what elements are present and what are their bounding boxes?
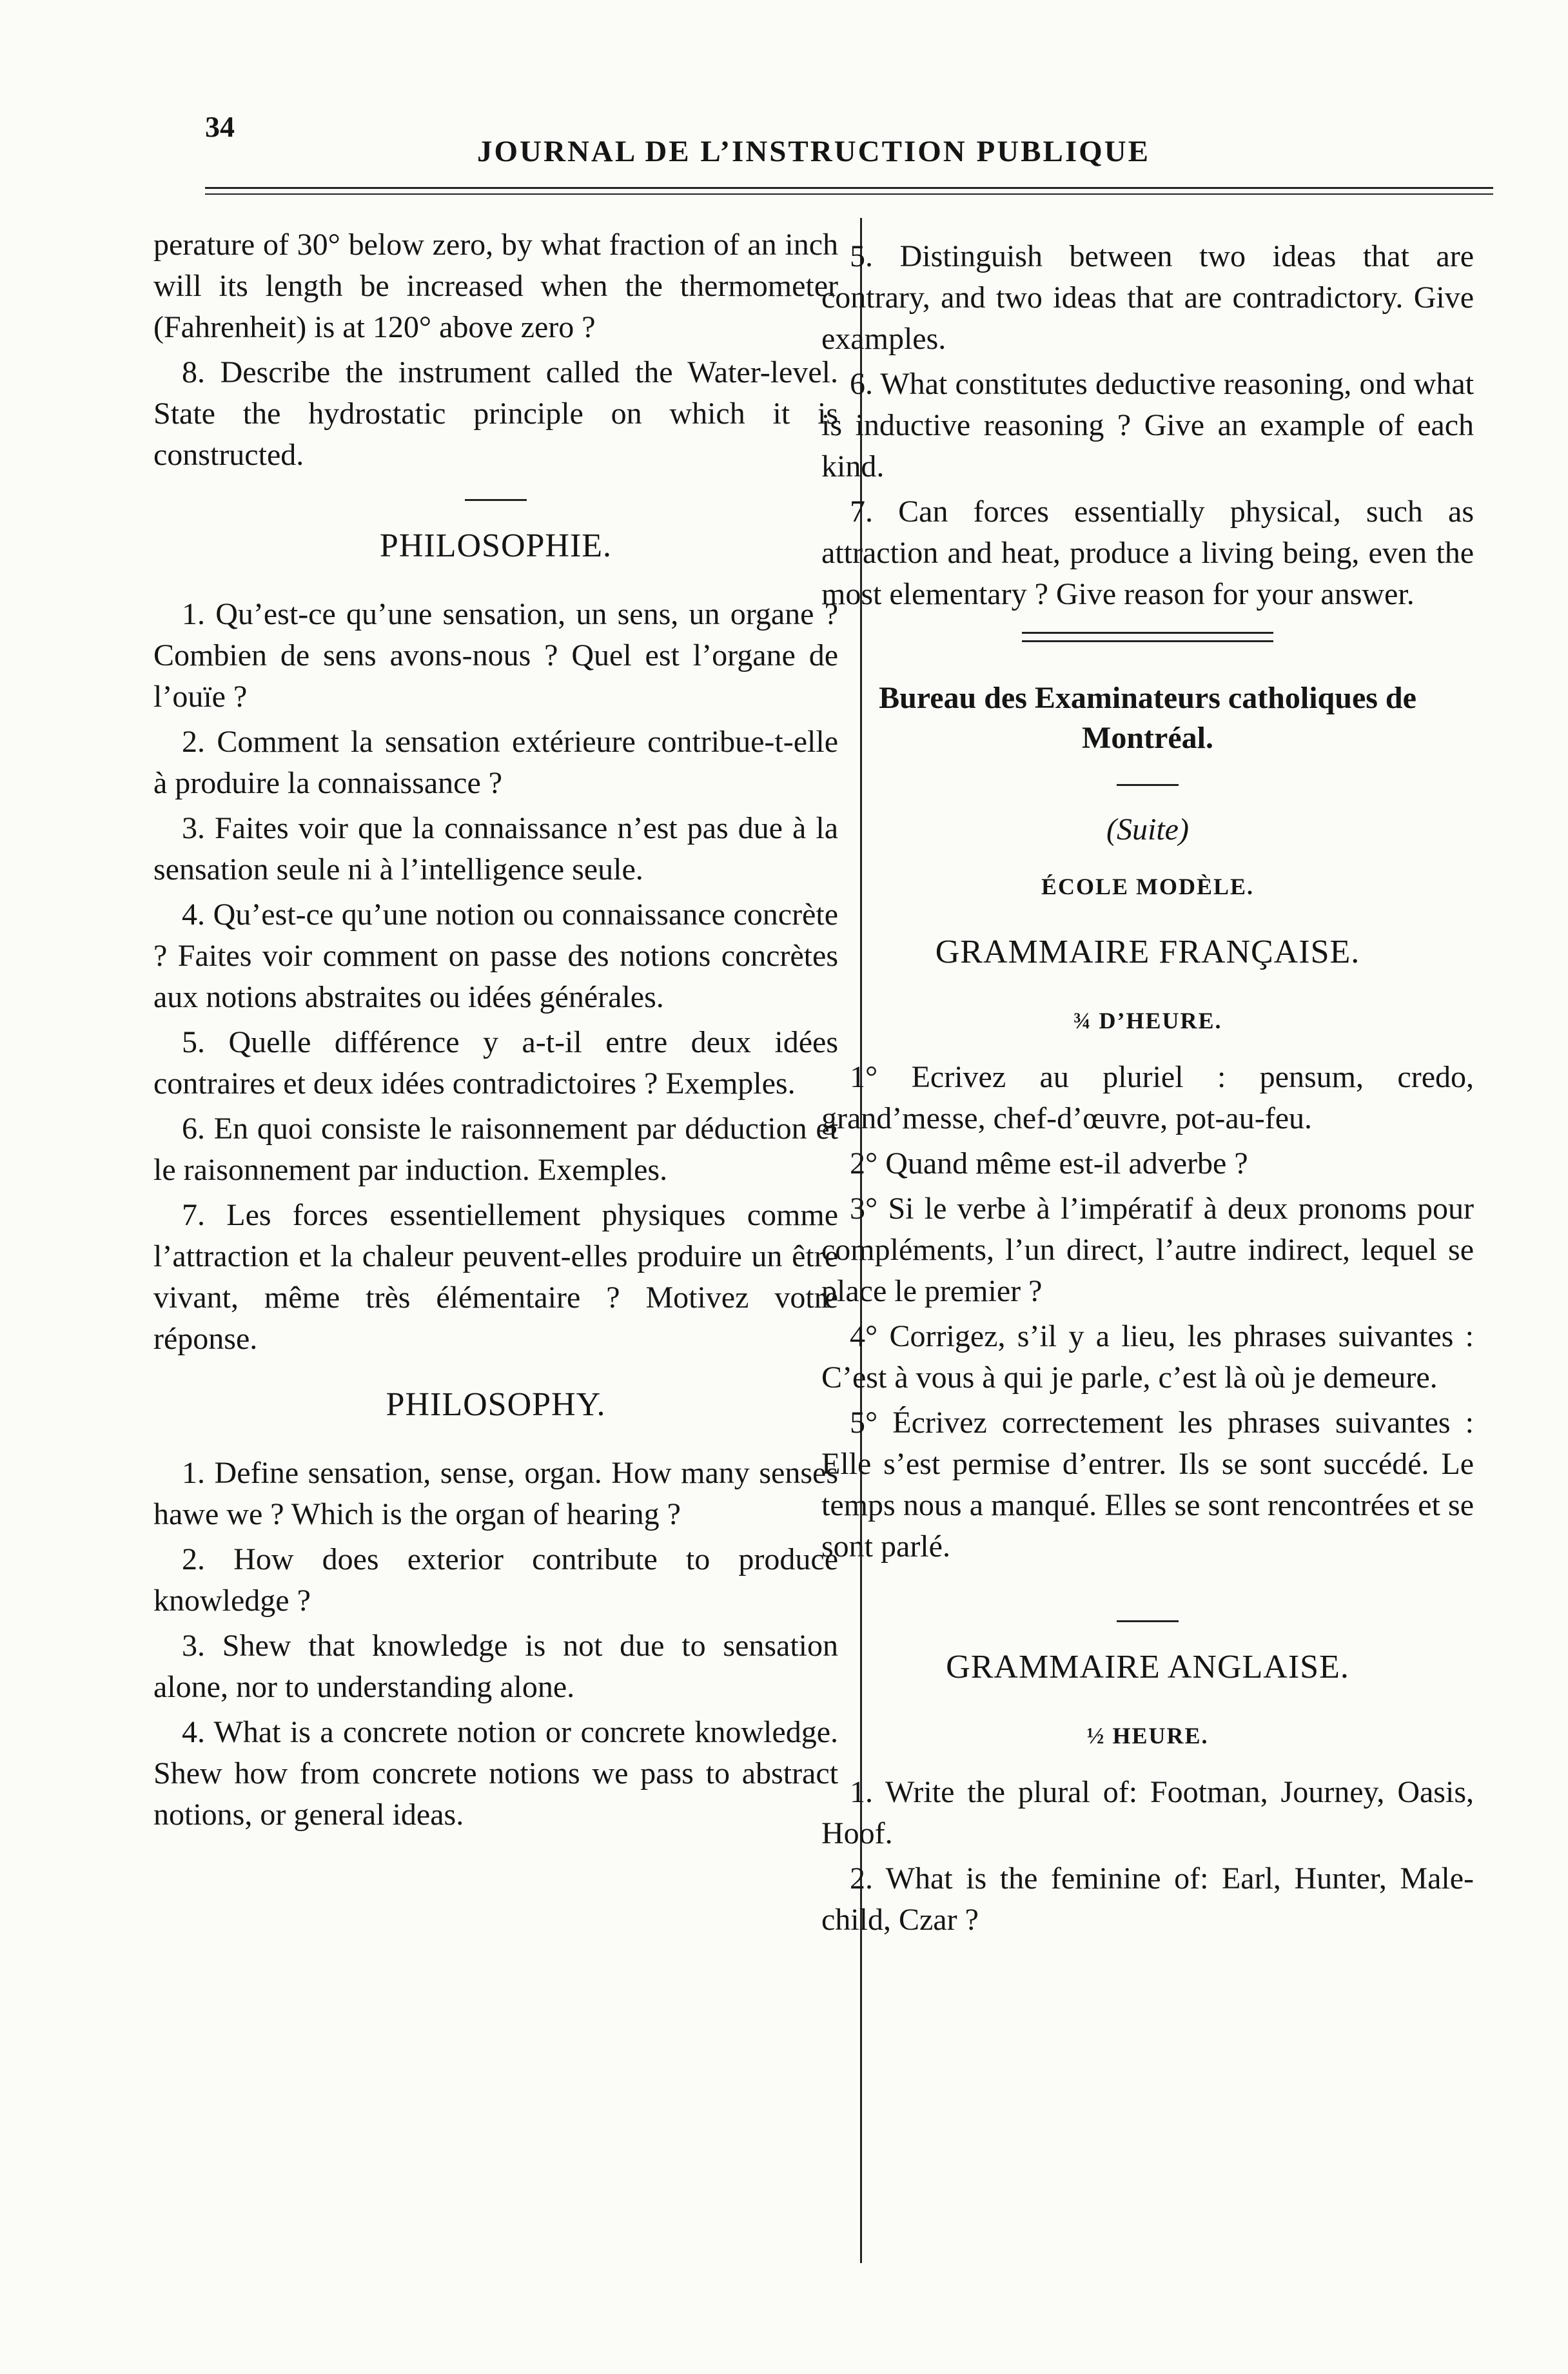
heading-grammaire-anglaise: GRAMMAIRE ANGLAISE. bbox=[946, 1649, 1349, 1685]
ecole-modele-label: ÉCOLE MODÈLE. bbox=[1041, 874, 1255, 899]
philosophy-question-3: 3. Shew that knowledge is not due to sensation alone, nor to understanding alone. bbox=[153, 1629, 838, 1704]
double-rule bbox=[1022, 632, 1273, 642]
heading-philosophie: PHILOSOPHIE. bbox=[379, 527, 612, 564]
grammaire-francaise-question-1: 1° Ecrivez au pluriel : pensum, credo, grand’messe, chef-d’œuvre, pot-au-feu. bbox=[821, 1060, 1474, 1135]
philosophy-question-7: 7. Can forces essentially physical, such as attraction and heat, produce a living being, even the most elementary ? Give reason for your answer. bbox=[821, 495, 1474, 611]
philosophie-question-3: 3. Faites voir que la connaissance n’est pas due à la sensation seule ni à l’intelligence seule. bbox=[153, 811, 838, 887]
philosophy-question-4: 4. What is a concrete notion or concrete knowledge. Shew how from concrete notions we pass to abstract notions, or general ideas. bbox=[153, 1715, 838, 1832]
physics-question-7-continued: perature of 30° below zero, by what fraction of an inch will its length be increased when the thermometer (Fahrenheit) is at 120° above zero ? bbox=[153, 228, 838, 344]
grammaire-francaise-question-5: 5° Écrivez correctement les phrases suivantes : Elle s’est permise d’entrer. Ils se sont succédé. Le temps nous a manqué. Elles se sont rencontrées et se sont parlé. bbox=[821, 1406, 1474, 1564]
left-column bbox=[153, 224, 838, 1839]
section-dash bbox=[465, 499, 527, 501]
bureau-heading: Bureau des Examinateurs catholiques de Montréal. bbox=[879, 681, 1416, 755]
philosophie-question-4: 4. Qu’est-ce qu’une notion ou connaissance concrète ? Faites voir comment on passe des notions concrètes aux notions abstraites ou idées générales. bbox=[153, 898, 838, 1014]
section-dash bbox=[1117, 1620, 1179, 1622]
philosophie-question-2: 2. Comment la sensation extérieure contribue-t-elle à produire la connaissance ? bbox=[153, 725, 838, 800]
heading-philosophy: PHILOSOPHY. bbox=[386, 1386, 606, 1423]
section-dash bbox=[1117, 784, 1179, 786]
grammaire-anglaise-question-1: 1. Write the plural of: Footman, Journey, Oasis, Hoof. bbox=[821, 1775, 1474, 1850]
grammaire-francaise-question-3: 3° Si le verbe à l’impératif à deux pronoms pour compléments, l’un direct, l’autre indirect, lequel se place le premier ? bbox=[821, 1192, 1474, 1308]
grammaire-anglaise-question-2: 2. What is the feminine of: Earl, Hunter, Male-child, Czar ? bbox=[821, 1861, 1474, 1937]
page-number: 34 bbox=[205, 110, 235, 143]
header-rule-thin bbox=[205, 193, 1493, 195]
grammaire-francaise-question-4: 4° Corrigez, s’il y a lieu, les phrases suivantes : C’est à vous à qui je parle, c’est là où je demeure. bbox=[821, 1319, 1474, 1395]
right-column bbox=[821, 236, 1474, 1945]
philosophie-question-7: 7. Les forces essentiellement physiques comme l’attraction et la chaleur peuvent-elles produire un être vivant, même très élémentaire ? Motivez votre réponse. bbox=[153, 1198, 838, 1356]
philosophy-question-2: 2. How does exterior contribute to produce knowledge ? bbox=[153, 1542, 838, 1618]
philosophy-question-6: 6. What constitutes deductive reasoning, ond what is inductive reasoning ? Give an example of each kind. bbox=[821, 367, 1474, 484]
grammaire-francaise-question-2: 2° Quand même est-il adverbe ? bbox=[850, 1146, 1248, 1181]
duration-francaise: ¾ D’HEURE. bbox=[1073, 1008, 1222, 1034]
duration-anglaise: ½ HEURE. bbox=[1086, 1723, 1209, 1749]
suite-label: (Suite) bbox=[1106, 812, 1189, 847]
physics-question-8: 8. Describe the instrument called the Water-level. State the hydrostatic principle on which it is constructed. bbox=[153, 355, 838, 472]
header-rule bbox=[205, 187, 1493, 189]
philosophy-question-1: 1. Define sensation, sense, organ. How many senses hawe we ? Which is the organ of hearing ? bbox=[153, 1456, 838, 1531]
philosophie-question-6: 6. En quoi consiste le raisonnement par déduction et le raisonnement par induction. Exemples. bbox=[153, 1112, 838, 1187]
philosophie-question-5: 5. Quelle différence y a-t-il entre deux idées contraires et deux idées contradictoires ? Exemples. bbox=[153, 1025, 838, 1101]
philosophie-question-1: 1. Qu’est-ce qu’une sensation, un sens, un organe ? Combien de sens avons-nous ? Quel est l’organe de l’ouïe ? bbox=[153, 597, 838, 714]
philosophy-question-5: 5. Distinguish between two ideas that are contrary, and two ideas that are contradictory. Give examples. bbox=[821, 239, 1474, 356]
heading-grammaire-francaise: GRAMMAIRE FRANÇAISE. bbox=[935, 934, 1360, 970]
running-title: JOURNAL DE L’INSTRUCTION PUBLIQUE bbox=[477, 135, 1150, 168]
